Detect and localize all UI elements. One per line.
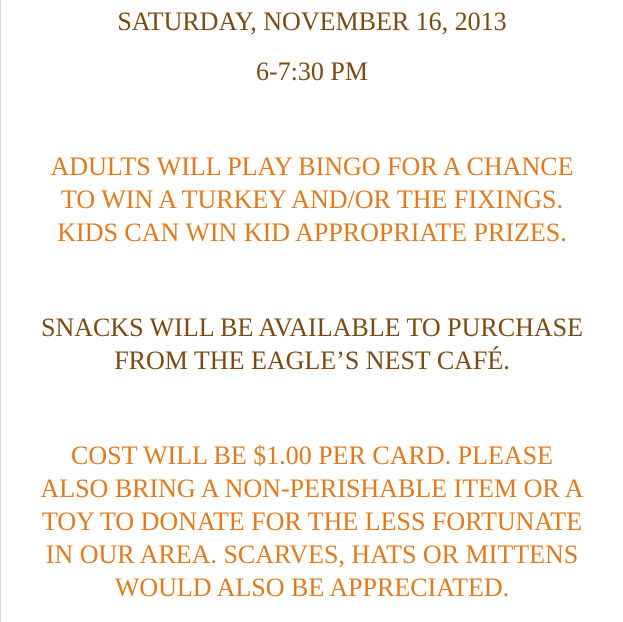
paragraph-line: TO WIN A TURKEY AND/OR THE FIXINGS. [61,185,563,214]
paragraph-line: FROM THE EAGLE’S NEST CAFÉ. [114,346,510,375]
paragraph-line: ALSO BRING A NON-PERISHABLE ITEM OR A [40,474,584,503]
paragraph-line: WOULD ALSO BE APPRECIATED. [114,573,510,602]
paragraph-line: ADULTS WILL PLAY BINGO FOR A CHANCE [50,152,574,181]
event-time: 6-7:30 PM [256,57,368,86]
paragraph-line: TOY TO DONATE FOR THE LESS FORTUNATE [41,507,583,536]
paragraph-line: SNACKS WILL BE AVAILABLE TO PURCHASE [41,313,583,342]
paragraph-line: KIDS CAN WIN KID APPROPRIATE PRIZES. [57,218,567,247]
paragraph-line: COST WILL BE $1.00 PER CARD. PLEASE [70,441,553,470]
paragraph-line: IN OUR AREA. SCARVES, HATS OR MITTENS [45,540,579,569]
event-date: SATURDAY, NOVEMBER 16, 2013 [117,7,507,36]
